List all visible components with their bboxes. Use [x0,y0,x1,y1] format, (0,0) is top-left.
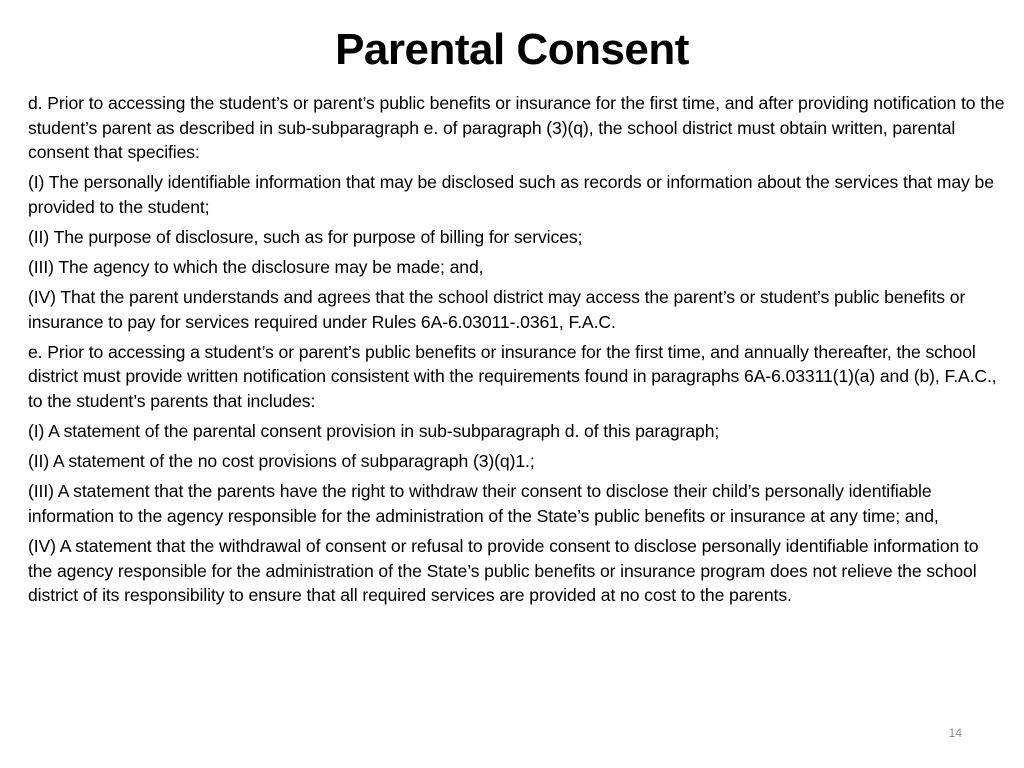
paragraph-e-iii: (III) A statement that the parents have the right to withdraw their consent to disclose their child’s personally identifiable information to the agency responsible for the administration of the State’s public benefits or insurance at any time; and, [28,481,939,526]
paragraph-e-i: (I) A statement of the parental consent provision in sub-subparagraph d. of this paragraph; [28,421,720,442]
paragraph-d-iv: (IV) That the parent understands and agrees that the school district may access the parent’s or student’s public benefits or insurance to pay for services required under Rules 6A-6.03011-.0361, F.A.C. [28,287,966,332]
slide-body [28,91,1006,613]
paragraph-e: e. Prior to accessing a student’s or parent’s public benefits or insurance for the first time, and annually thereafter, the school district must provide written notification consistent with the requirements found in paragraphs 6A-6.03311(1)(a) and (b), F.A.C., to the student’s parents that includes: [28,341,997,412]
paragraph-d-ii: (II) The purpose of disclosure, such as for purpose of billing for services; [28,226,583,247]
paragraph-d: d. Prior to accessing the student’s or parent’s public benefits or insurance for the first time, and after providing notification to the student’s parent as described in sub-subparagraph e. of paragraph (3)(q), the school district must obtain written, parental consent that specifies: [28,93,1005,163]
paragraph-e-ii: (II) A statement of the no cost provisions of subparagraph (3)(q)1.; [28,451,535,472]
paragraph-e-iv: (IV) A statement that the withdrawal of consent or refusal to provide consent to disclose personally identifiable information to the agency responsible for the administration of the State’s public benefits or insurance program does not relieve the school district of its responsibility to ensure that all required services are provided at no cost to the parents. [28,536,979,606]
slide-title: Parental Consent [335,25,689,74]
paragraph-d-iii: (III) The agency to which the disclosure may be made; and, [28,257,484,278]
paragraph-d-i: (I) The personally identifiable information that may be disclosed such as records or information about the services that may be provided to the student; [28,172,994,217]
page-number: 14 [948,726,962,740]
